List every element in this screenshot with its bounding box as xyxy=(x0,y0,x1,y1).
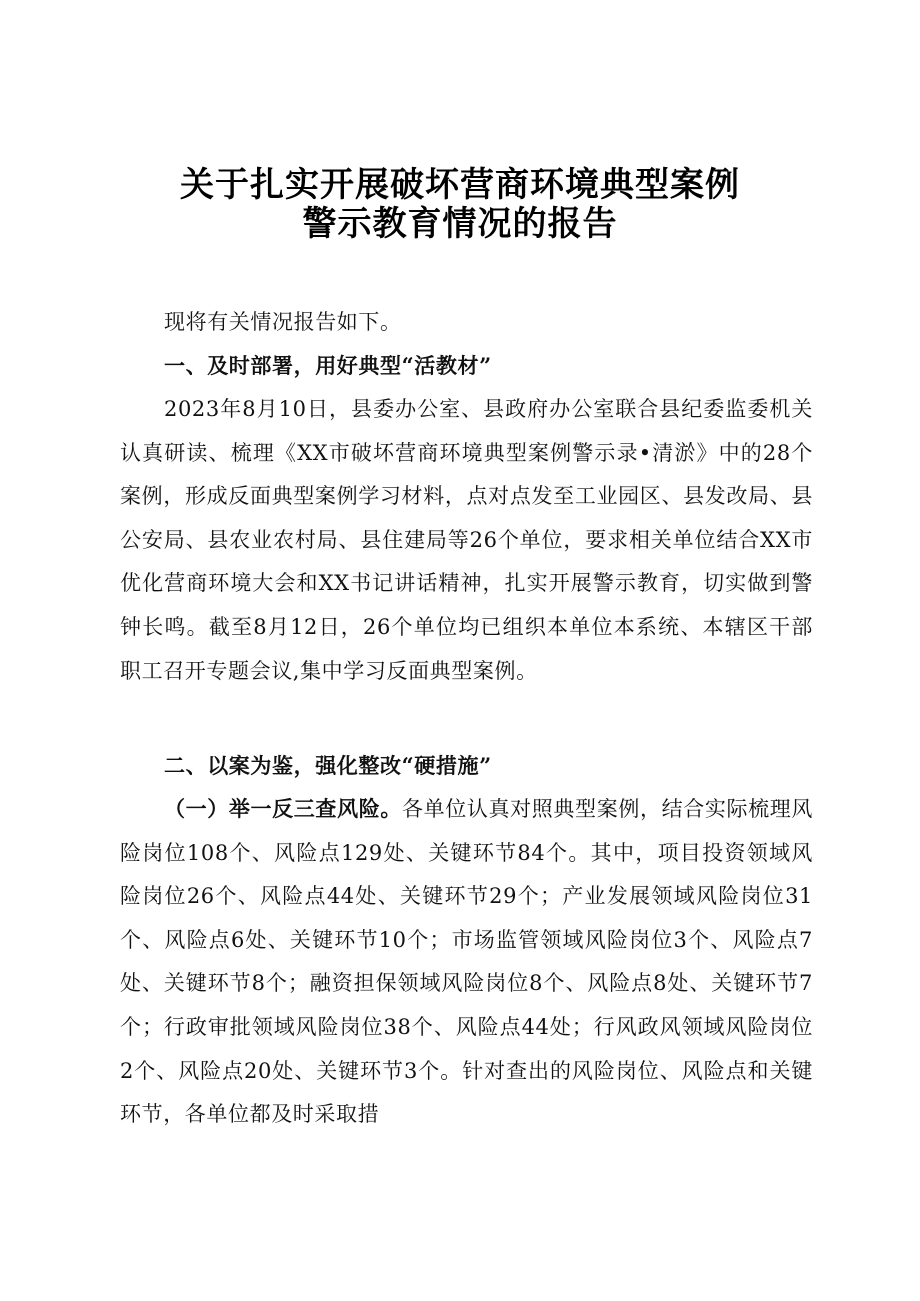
section-2-subheading: （一）举一反三查风险。 xyxy=(164,796,402,821)
section-1-heading: 一、及时部署，用好典型“活教材” xyxy=(164,353,492,378)
document-title-line-1: 关于扎实开展破坏营商环境典型案例 xyxy=(180,165,740,205)
document-title-line-2: 警示教育情况的报告 xyxy=(302,204,618,244)
section-2-paragraph xyxy=(120,787,813,1137)
section-1-paragraph: 2023年8月10日，县委办公室、县政府办公室联合县纪委监委机关认真研读、梳理《XX市破坏营商环境典型案例警示录•清淤》中的28个案例，形成反面典型案例学习材料，点对点发至工业园区、县发改局、县公安局、县农业农村局、县住建局等26个单位，要求相关单位结合XX市优化营商环境大会和XX书记讲话精神，扎实开展警示教育，切实做到警钟长鸣。截至8月12日，26个单位均已组织本单位本系统、本辖区干部职工召开专题会议,集中学习反面典型案例。 xyxy=(120,397,813,683)
section-2-paragraph-text: 各单位认真对照典型案例，结合实际梳理风险岗位108个、风险点129处、关键环节84个。其中，项目投资领域风险岗位26个、风险点44处、关键环节29个；产业发展领域风险岗位31个、风险点6处、关键环节10个；市场监管领域风险岗位3个、风险点7处、关键环节8个；融资担保领域风险岗位8个、风险点8处、关键环节7个；行政审批领域风险岗位38个、风险点44处；行风政风领域风险岗位2个、风险点20处、关键环节3个。针对查出的风险岗位、风险点和关键环节，各单位都及时采取措 xyxy=(120,797,813,1127)
intro-paragraph: 现将有关情况报告如下。 xyxy=(164,310,402,334)
section-2-heading: 二、以案为鉴，强化整改“硬措施” xyxy=(164,753,492,778)
